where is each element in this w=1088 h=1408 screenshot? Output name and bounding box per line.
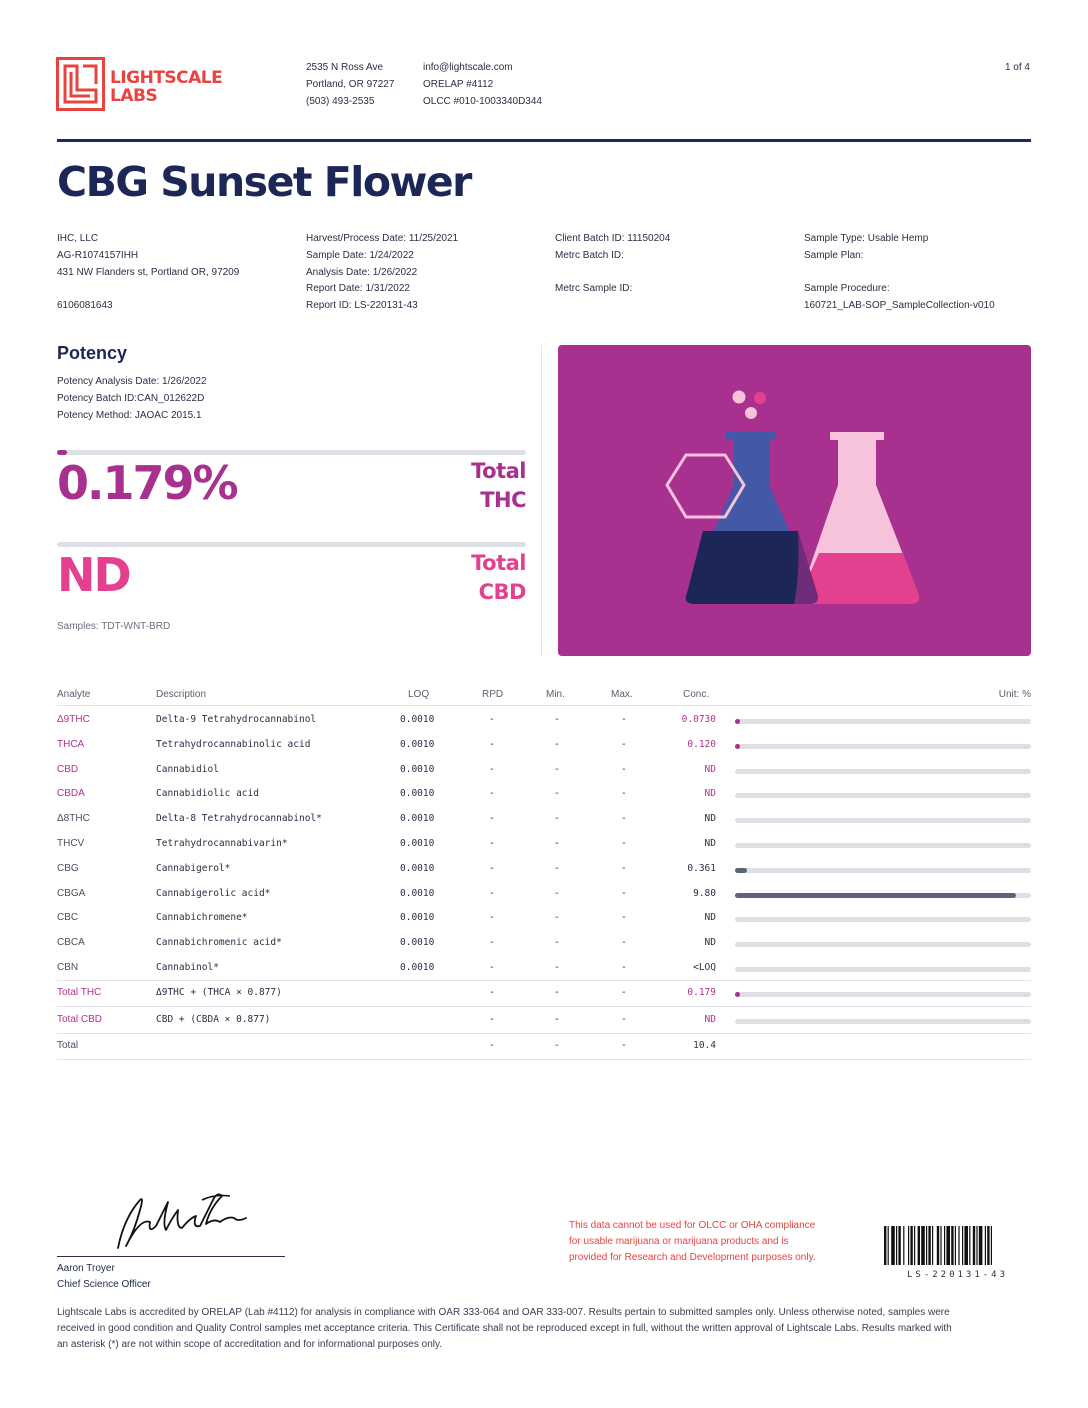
rpd-cell: - bbox=[489, 714, 495, 725]
conc-bar-fill bbox=[735, 893, 1016, 898]
analyte-cell: Δ8THC bbox=[57, 813, 90, 825]
sample-procedure-label: Sample Procedure: bbox=[804, 283, 890, 295]
sample-type: Sample Type: Usable Hemp bbox=[804, 233, 929, 244]
max-cell: - bbox=[621, 1014, 627, 1025]
conc-bar bbox=[735, 818, 1031, 823]
min-cell: - bbox=[554, 987, 560, 998]
conc-bar bbox=[735, 793, 1031, 798]
lab-address bbox=[306, 59, 394, 110]
metrc-sample-id: Metrc Sample ID: bbox=[555, 283, 633, 295]
conc-cell: <LOQ bbox=[693, 962, 716, 973]
contact-orelap: ORELAP #4112 bbox=[423, 79, 494, 90]
total-row bbox=[57, 1014, 1031, 1030]
min-cell: - bbox=[554, 1040, 560, 1051]
table-row bbox=[57, 888, 1031, 904]
loq-cell: 0.0010 bbox=[400, 738, 435, 750]
report-date: Report Date: 1/31/2022 bbox=[306, 283, 410, 295]
address-phone: (503) 493-2535 bbox=[306, 96, 375, 107]
address-street: 2535 N Ross Ave bbox=[306, 62, 384, 73]
conc-bar bbox=[735, 868, 1031, 873]
col-min: Min. bbox=[546, 689, 565, 700]
sample-procedure-value: 160721_LAB-SOP_SampleCollection-v010 bbox=[804, 300, 995, 312]
table-row bbox=[57, 764, 1031, 780]
total-cbd-label-line1: Total bbox=[471, 551, 526, 575]
col-max: Max. bbox=[611, 689, 633, 700]
signature-image bbox=[110, 1188, 260, 1258]
loq-cell: 0.0010 bbox=[400, 962, 435, 973]
rpd-cell: - bbox=[489, 788, 495, 800]
description-cell: Cannabidiol bbox=[156, 763, 219, 775]
analyte-cell: CBC bbox=[57, 912, 79, 924]
table-row bbox=[57, 739, 1031, 755]
logo-wordmark-line1: LIGHTSCALE bbox=[110, 68, 223, 88]
rpd-cell: - bbox=[489, 912, 495, 924]
analyte-cell: CBD bbox=[57, 763, 79, 775]
report-id: Report ID: LS-220131-43 bbox=[306, 300, 418, 312]
col-description: Description bbox=[156, 689, 207, 700]
min-cell: - bbox=[554, 862, 560, 874]
min-cell: - bbox=[554, 788, 560, 800]
description-cell: Cannabichromenic acid* bbox=[156, 937, 282, 949]
total-cbd-value: ND bbox=[57, 548, 130, 602]
rpd-cell: - bbox=[489, 887, 495, 899]
date-info bbox=[306, 231, 458, 315]
conc-bar bbox=[735, 1019, 1031, 1024]
potency-heading: Potency bbox=[57, 343, 128, 363]
potency-divider bbox=[541, 345, 542, 656]
thc-summary-bar bbox=[57, 450, 526, 455]
max-cell: - bbox=[621, 738, 627, 750]
potency-batch-id: Potency Batch ID:CAN_012622D bbox=[57, 393, 205, 404]
description-cell: CBD + (CBDA × 0.877) bbox=[156, 1014, 271, 1025]
page-number: 1 of 4 bbox=[1004, 62, 1030, 73]
rpd-cell: - bbox=[489, 763, 495, 775]
signer-name: Aaron Troyer bbox=[57, 1263, 115, 1274]
min-cell: - bbox=[554, 887, 560, 899]
samples-code: Samples: TDT-WNT-BRD bbox=[57, 621, 171, 632]
analyte-cell: CBN bbox=[57, 962, 79, 973]
table-row bbox=[57, 912, 1031, 928]
description-cell: Δ9THC + (THCA × 0.877) bbox=[156, 987, 282, 998]
max-cell: - bbox=[621, 887, 627, 899]
lab-flasks-illustration bbox=[558, 345, 1031, 656]
col-analyte: Analyte bbox=[57, 689, 91, 700]
table-row bbox=[57, 863, 1031, 879]
loq-cell: 0.0010 bbox=[400, 862, 435, 874]
total-thc-label-line1: Total bbox=[471, 459, 526, 483]
description-cell: Cannabigerol* bbox=[156, 862, 231, 874]
min-cell: - bbox=[554, 738, 560, 750]
sample-plan: Sample Plan: bbox=[804, 249, 864, 261]
conc-cell: ND bbox=[704, 912, 716, 924]
conc-cell: ND bbox=[704, 813, 716, 825]
min-cell: - bbox=[554, 714, 560, 725]
barcode-id: LS-220131-43 bbox=[906, 1270, 1009, 1280]
table-row bbox=[57, 962, 1031, 978]
rpd-cell: - bbox=[489, 1040, 495, 1051]
loq-cell: 0.0010 bbox=[400, 813, 435, 825]
col-conc: Conc. bbox=[683, 689, 710, 700]
loq-cell: 0.0010 bbox=[400, 838, 435, 849]
conc-bar-fill bbox=[735, 744, 740, 749]
signer bbox=[57, 1261, 151, 1293]
sample-date: Sample Date: 1/24/2022 bbox=[306, 249, 414, 261]
table-row bbox=[57, 813, 1031, 829]
max-cell: - bbox=[621, 862, 627, 874]
conc-cell: 0.120 bbox=[687, 738, 716, 750]
analyte-cell: CBDA bbox=[57, 788, 85, 800]
client-license: AG-R1074157IHH bbox=[57, 249, 139, 261]
max-cell: - bbox=[621, 788, 627, 800]
thc-summary-bar-fill bbox=[57, 450, 67, 455]
potency-method: Potency Method: JAOAC 2015.1 bbox=[57, 410, 202, 421]
max-cell: - bbox=[621, 937, 627, 949]
page-title: CBG Sunset Flower bbox=[57, 158, 471, 206]
analyte-cell: Total bbox=[57, 1040, 79, 1051]
rpd-cell: - bbox=[489, 987, 495, 998]
contact-olcc: OLCC #010-1003340D344 bbox=[423, 96, 542, 107]
client-blank bbox=[57, 281, 239, 298]
analyte-cell: Δ9THC bbox=[57, 714, 90, 725]
max-cell: - bbox=[621, 962, 627, 973]
logo-wordmark-line2: LABS bbox=[110, 86, 158, 106]
max-cell: - bbox=[621, 763, 627, 775]
total-row bbox=[57, 987, 1031, 1003]
description-cell: Cannabidiolic acid bbox=[156, 788, 259, 800]
conc-cell: ND bbox=[704, 937, 716, 949]
conc-cell: 0.0730 bbox=[681, 714, 716, 725]
client-name: IHC, LLC bbox=[57, 233, 99, 244]
total-thc-label bbox=[471, 457, 526, 515]
table-rule bbox=[57, 1059, 1031, 1060]
col-loq: LOQ bbox=[408, 689, 430, 700]
description-cell: Delta-8 Tetrahydrocannabinol* bbox=[156, 813, 322, 825]
conc-bar bbox=[735, 769, 1031, 774]
signature-line bbox=[57, 1256, 285, 1257]
min-cell: - bbox=[554, 912, 560, 924]
description-cell: Tetrahydrocannabinolic acid bbox=[156, 738, 311, 750]
compliance-disclaimer: This data cannot be used for OLCC or OHA compliance for usable marijuana or marijuana products and is provided for Research and Development purposes only. bbox=[569, 1220, 816, 1263]
analyte-cell: CBG bbox=[57, 862, 79, 874]
loq-cell: 0.0010 bbox=[400, 912, 435, 924]
description-cell: Cannabigerolic acid* bbox=[156, 887, 271, 899]
client-address: 431 NW Flanders st, Portland OR, 97209 bbox=[57, 266, 240, 278]
batch-blank bbox=[555, 265, 670, 282]
col-unit: Unit: % bbox=[998, 689, 1031, 700]
min-cell: - bbox=[554, 962, 560, 973]
sample-blank bbox=[804, 265, 995, 282]
description-cell: Tetrahydrocannabivarin* bbox=[156, 838, 288, 849]
total-cbd-label-line2: CBD bbox=[478, 580, 526, 604]
min-cell: - bbox=[554, 838, 560, 849]
contact-email: info@lightscale.com bbox=[423, 62, 513, 73]
analyte-cell: Total CBD bbox=[57, 1014, 103, 1025]
table-row bbox=[57, 937, 1031, 953]
max-cell: - bbox=[621, 912, 627, 924]
total-thc-value: 0.179% bbox=[57, 456, 237, 510]
sample-info bbox=[804, 231, 995, 315]
description-cell: Delta-9 Tetrahydrocannabinol bbox=[156, 714, 317, 725]
table-row bbox=[57, 714, 1031, 730]
rpd-cell: - bbox=[489, 838, 495, 849]
conc-bar bbox=[735, 744, 1031, 749]
conc-bar bbox=[735, 942, 1031, 947]
analyte-cell: Total THC bbox=[57, 987, 102, 998]
total-thc-label-line2: THC bbox=[480, 488, 526, 512]
rpd-cell: - bbox=[489, 937, 495, 949]
conc-cell: 10.4 bbox=[693, 1040, 716, 1051]
analyte-cell: THCV bbox=[57, 838, 85, 849]
conc-bar bbox=[735, 893, 1031, 898]
analyte-cell: CBCA bbox=[57, 937, 85, 949]
rpd-cell: - bbox=[489, 962, 495, 973]
min-cell: - bbox=[554, 813, 560, 825]
address-city: Portland, OR 97227 bbox=[306, 79, 395, 90]
min-cell: - bbox=[554, 763, 560, 775]
max-cell: - bbox=[621, 1040, 627, 1051]
client-batch-id: Client Batch ID: 11150204 bbox=[555, 233, 671, 244]
loq-cell: 0.0010 bbox=[400, 763, 435, 775]
loq-cell: 0.0010 bbox=[400, 788, 435, 800]
analyte-cell: THCA bbox=[57, 738, 85, 750]
max-cell: - bbox=[621, 838, 627, 849]
conc-cell: ND bbox=[704, 838, 716, 849]
potency-analysis-date: Potency Analysis Date: 1/26/2022 bbox=[57, 376, 207, 387]
potency-meta bbox=[57, 373, 207, 424]
description-cell: Cannabichromene* bbox=[156, 912, 248, 924]
max-cell: - bbox=[621, 714, 627, 725]
max-cell: - bbox=[621, 987, 627, 998]
cbd-summary-bar bbox=[57, 542, 526, 547]
signer-title: Chief Science Officer bbox=[57, 1279, 151, 1290]
description-cell: Cannabinol* bbox=[156, 962, 219, 973]
loq-cell: 0.0010 bbox=[400, 887, 435, 899]
table-row bbox=[57, 838, 1031, 854]
accreditation-footnote: Lightscale Labs is accredited by ORELAP (Lab #4112) for analysis in compliance with OAR 333-064 and OAR 333-007. Results pertain to submitted samples only. Unless otherwise noted, samples were received in good condition and Quality Control samples met acceptance criteria. This Certificate shall not be reproduced except in full, without the written approval of Lightscale Labs. Results marked with an asterisk (*) are not within scope of accreditation and for informational purposes only. bbox=[57, 1307, 952, 1350]
batch-info bbox=[555, 231, 670, 298]
table-rule bbox=[57, 980, 1031, 981]
rpd-cell: - bbox=[489, 738, 495, 750]
conc-bar bbox=[735, 719, 1031, 724]
conc-bar-fill bbox=[735, 868, 747, 873]
conc-cell: ND bbox=[704, 788, 716, 800]
conc-bar bbox=[735, 967, 1031, 972]
client-info bbox=[57, 231, 239, 315]
total-row bbox=[57, 1040, 1031, 1056]
conc-bar bbox=[735, 917, 1031, 922]
harvest-date: Harvest/Process Date: 11/25/2021 bbox=[306, 233, 459, 244]
header-rule bbox=[57, 705, 1031, 706]
conc-cell: ND bbox=[704, 1014, 716, 1025]
lab-contact bbox=[423, 59, 542, 110]
table-rule bbox=[57, 1033, 1031, 1034]
analyte-cell: CBGA bbox=[57, 887, 86, 899]
conc-cell: 0.179 bbox=[687, 987, 716, 998]
conc-bar bbox=[735, 992, 1031, 997]
conc-cell: ND bbox=[704, 763, 716, 775]
conc-bar-fill bbox=[735, 992, 740, 997]
table-rule bbox=[57, 1006, 1031, 1007]
header-divider bbox=[57, 139, 1031, 142]
conc-cell: 0.361 bbox=[687, 862, 716, 874]
table-row bbox=[57, 788, 1031, 804]
conc-bar-fill bbox=[735, 719, 740, 724]
analysis-date: Analysis Date: 1/26/2022 bbox=[306, 266, 418, 278]
conc-bar bbox=[735, 843, 1031, 848]
min-cell: - bbox=[554, 937, 560, 949]
min-cell: - bbox=[554, 1014, 560, 1025]
loq-cell: 0.0010 bbox=[400, 714, 435, 725]
metrc-batch-id: Metrc Batch ID: bbox=[555, 249, 624, 261]
total-cbd-label bbox=[471, 549, 526, 607]
rpd-cell: - bbox=[489, 813, 495, 825]
rpd-cell: - bbox=[489, 862, 495, 874]
rpd-cell: - bbox=[489, 1014, 495, 1025]
col-rpd: RPD bbox=[482, 689, 504, 700]
max-cell: - bbox=[621, 813, 627, 825]
client-phone: 6106081643 bbox=[57, 300, 113, 312]
conc-cell: 9.80 bbox=[693, 887, 716, 899]
loq-cell: 0.0010 bbox=[400, 937, 435, 949]
barcode-icon bbox=[884, 1226, 1031, 1265]
